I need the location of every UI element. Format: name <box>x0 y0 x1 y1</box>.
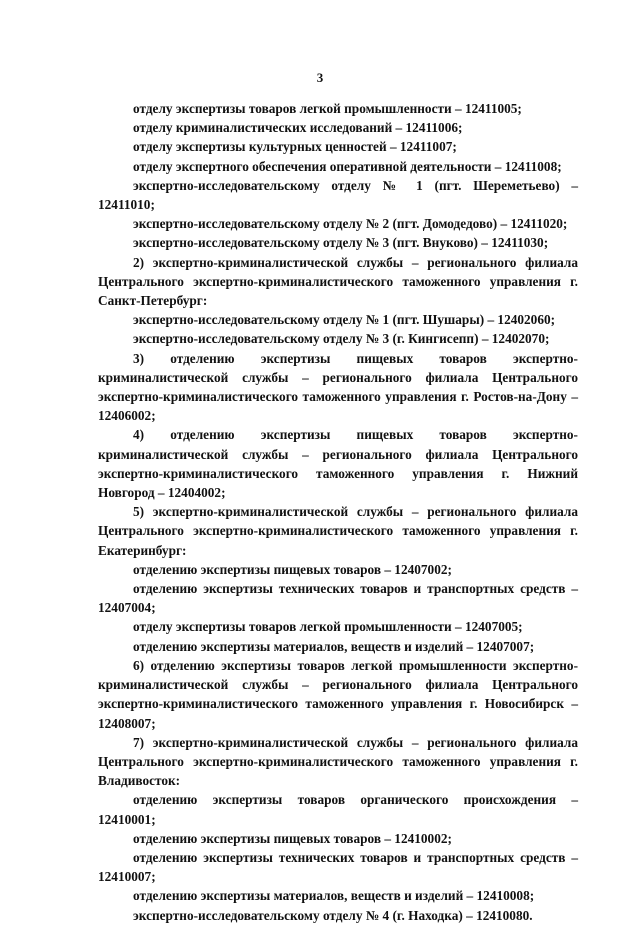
list-item: отделению экспертизы товаров органического происхождения – 12410001; <box>98 792 578 827</box>
list-item: отделу экспертизы товаров легкой промышленности – 12411005; <box>133 101 522 116</box>
list-item: отделению экспертизы материалов, веществ и изделий – 12410008; <box>133 888 535 904</box>
list-item: отделению экспертизы пищевых товаров – 12410002; <box>133 830 452 846</box>
list-item: отделу экспертизы товаров легкой промышленности – 12407005; <box>133 619 523 635</box>
document-body <box>98 99 578 925</box>
list-item: отделению экспертизы материалов, веществ и изделий – 12407007; <box>133 638 535 654</box>
list-item: отделению экспертизы пищевых товаров – 12407002; <box>133 561 452 577</box>
list-item: отделению экспертизы технических товаров и транспортных средств – 12410007; <box>98 849 578 885</box>
page-number: 3 <box>316 70 324 85</box>
list-item: экспертно-исследовательскому отделу № 1 (пгт. Шереметьево) – 12411010; <box>98 177 578 213</box>
list-item: отделу экспертного обеспечения оперативной деятельности – 12411008; <box>133 158 562 174</box>
list-item: отделу криминалистических исследований – 12411006; <box>133 120 463 136</box>
list-item: экспертно-исследовательскому отделу № 1 (пгт. Шушары) – 12402060; <box>133 312 556 328</box>
numbered-paragraph: 7) экспертно-криминалистической службы – регионального филиала Центрального экспертно-криминалистического таможенного управления г. Владивосток: <box>98 734 578 789</box>
numbered-paragraph: 2) экспертно-криминалистической службы – регионального филиала Центрального экспертно-криминалистического таможенного управления г. Санкт-Петербург: <box>98 254 578 309</box>
numbered-paragraph: 5) экспертно-криминалистической службы – регионального филиала Центрального экспертно-криминалистического таможенного управления г. Екатеринбург: <box>98 504 578 558</box>
numbered-paragraph: 6) отделению экспертизы товаров легкой промышленности экспертно-криминалистической службы – регионального филиала Центрального экспертно-криминалистического таможенного управления г. Новосибирск – 12408007; <box>98 657 578 731</box>
list-item: экспертно-исследовательскому отделу № 4 (г. Находка) – 12410080. <box>133 907 533 923</box>
list-item: экспертно-исследовательскому отделу № 2 (пгт. Домодедово) – 12411020; <box>133 216 568 232</box>
numbered-paragraph: 3) отделению экспертизы пищевых товаров экспертно-криминалистической службы – регионального филиала Центрального экспертно-криминалистического таможенного управления г. Ростов-на-Дону – 12406002; <box>98 350 578 424</box>
list-item: отделению экспертизы технических товаров и транспортных средств – 12407004; <box>98 581 578 616</box>
list-item: экспертно-исследовательскому отделу № 3 (г. Кингисепп) – 12402070; <box>133 331 550 347</box>
list-item: отделу экспертизы культурных ценностей – 12411007; <box>133 139 457 155</box>
list-item: экспертно-исследовательскому отделу № 3 (пгт. Внуково) – 12411030; <box>133 235 549 251</box>
numbered-paragraph: 4) отделению экспертизы пищевых товаров экспертно-криминалистической службы – регионального филиала Центрального экспертно-криминалистического таможенного управления г. Нижний Новгород – 12404002; <box>98 427 578 501</box>
